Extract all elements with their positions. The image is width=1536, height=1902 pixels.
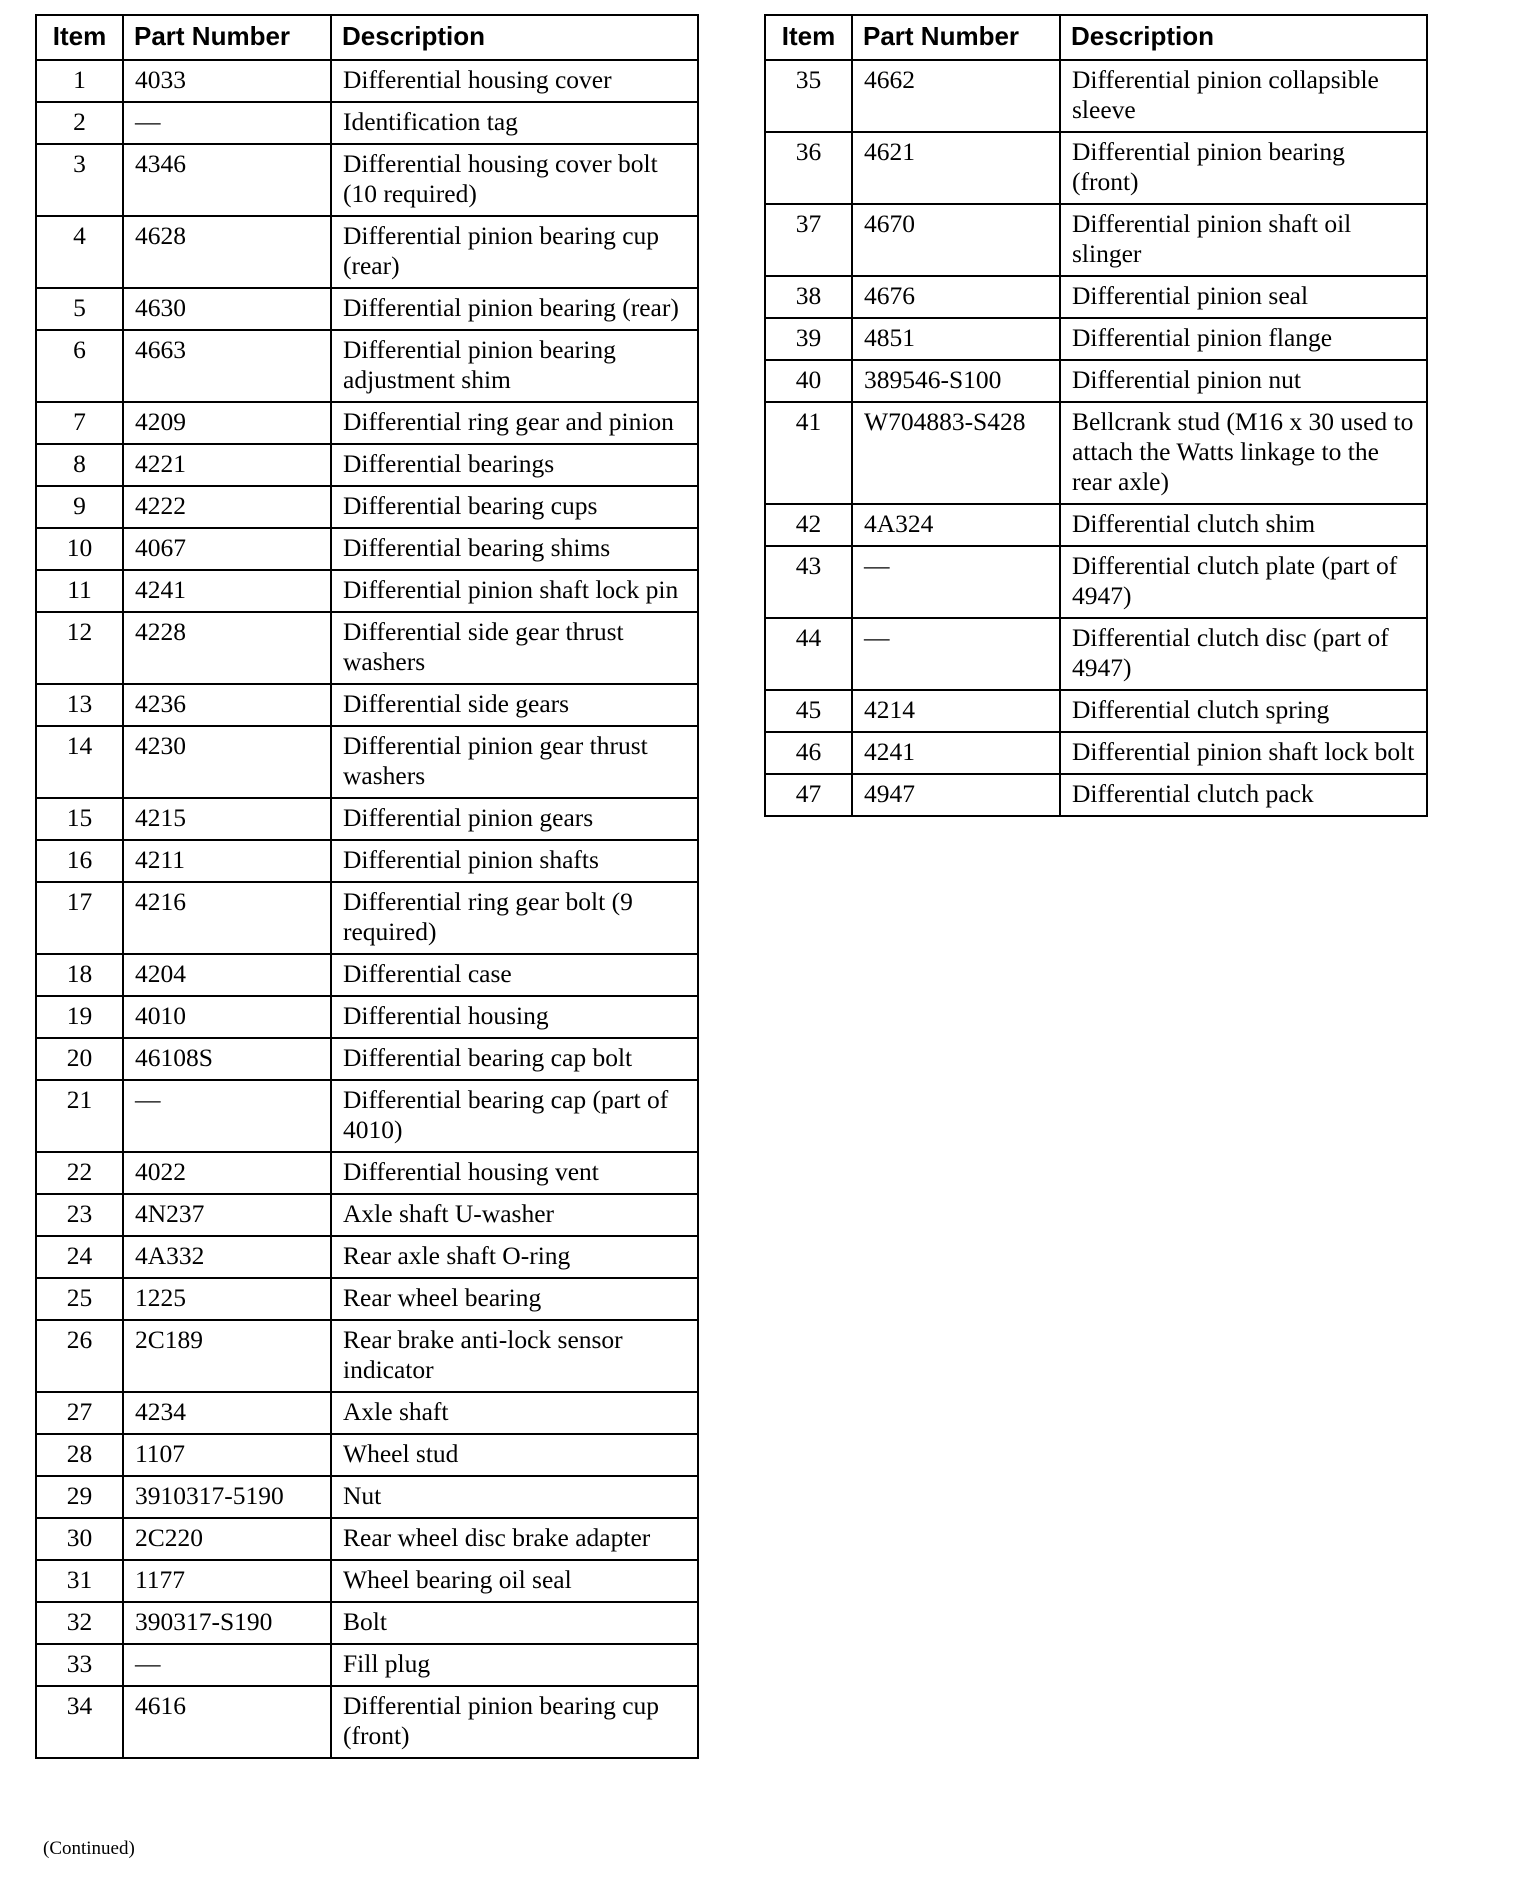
table-row [36, 1686, 698, 1758]
cell-part-number: — [852, 618, 1060, 690]
cell-part-number: 389546-S100 [852, 360, 1060, 402]
cell-item: 13 [36, 684, 123, 726]
cell-part-number: 4010 [123, 996, 331, 1038]
cell-part-number: 1177 [123, 1560, 331, 1602]
cell-description: Differential pinion shafts [331, 840, 698, 882]
table-row [36, 1392, 698, 1434]
cell-description: Differential clutch disc (part of 4947) [1060, 618, 1427, 690]
cell-part-number: 4670 [852, 204, 1060, 276]
cell-description: Differential bearing cups [331, 486, 698, 528]
cell-item: 4 [36, 216, 123, 288]
cell-item: 47 [765, 774, 852, 816]
table-row [36, 1194, 698, 1236]
cell-item: 21 [36, 1080, 123, 1152]
cell-part-number: 4222 [123, 486, 331, 528]
cell-part-number: 4N237 [123, 1194, 331, 1236]
header-part-number: Part Number [123, 15, 331, 60]
cell-description: Differential pinion bearing (rear) [331, 288, 698, 330]
cell-description: Differential housing cover [331, 60, 698, 102]
cell-part-number: 46108S [123, 1038, 331, 1080]
cell-part-number: 2C189 [123, 1320, 331, 1392]
header-description: Description [331, 15, 698, 60]
cell-description: Identification tag [331, 102, 698, 144]
cell-part-number: — [123, 1644, 331, 1686]
cell-item: 25 [36, 1278, 123, 1320]
cell-item: 8 [36, 444, 123, 486]
cell-part-number: 4067 [123, 528, 331, 570]
cell-item: 37 [765, 204, 852, 276]
table-row [36, 216, 698, 288]
table-row [765, 690, 1427, 732]
cell-part-number: 4209 [123, 402, 331, 444]
table-row [36, 798, 698, 840]
cell-description: Differential bearing cap (part of 4010) [331, 1080, 698, 1152]
cell-item: 24 [36, 1236, 123, 1278]
cell-item: 28 [36, 1434, 123, 1476]
cell-part-number: 4676 [852, 276, 1060, 318]
table-row [36, 330, 698, 402]
table-row [765, 318, 1427, 360]
header-item: Item [765, 15, 852, 60]
cell-description: Differential clutch pack [1060, 774, 1427, 816]
table-header-row [765, 15, 1427, 60]
cell-description: Rear wheel disc brake adapter [331, 1518, 698, 1560]
cell-part-number: 4663 [123, 330, 331, 402]
table-row [765, 360, 1427, 402]
table-row [36, 882, 698, 954]
cell-description: Differential pinion gears [331, 798, 698, 840]
parts-table-right [764, 14, 1428, 817]
table-row [36, 444, 698, 486]
table-row [36, 1476, 698, 1518]
cell-description: Differential clutch spring [1060, 690, 1427, 732]
table-row [36, 1038, 698, 1080]
cell-item: 17 [36, 882, 123, 954]
cell-part-number: 4621 [852, 132, 1060, 204]
cell-item: 20 [36, 1038, 123, 1080]
cell-description: Differential pinion gear thrust washers [331, 726, 698, 798]
table-row [36, 1602, 698, 1644]
cell-item: 19 [36, 996, 123, 1038]
cell-part-number: 4033 [123, 60, 331, 102]
table-row [765, 402, 1427, 504]
table-row [765, 732, 1427, 774]
cell-item: 44 [765, 618, 852, 690]
cell-part-number: 4241 [123, 570, 331, 612]
cell-part-number: 4230 [123, 726, 331, 798]
cell-part-number: 4346 [123, 144, 331, 216]
cell-part-number: 4241 [852, 732, 1060, 774]
cell-description: Differential housing vent [331, 1152, 698, 1194]
cell-item: 14 [36, 726, 123, 798]
cell-part-number: — [123, 1080, 331, 1152]
cell-part-number: 4662 [852, 60, 1060, 132]
cell-description: Bolt [331, 1602, 698, 1644]
table-row [765, 204, 1427, 276]
table-row [765, 546, 1427, 618]
table-row [36, 840, 698, 882]
table-row [765, 504, 1427, 546]
cell-description: Differential housing cover bolt (10 required) [331, 144, 698, 216]
cell-description: Differential pinion bearing cup (rear) [331, 216, 698, 288]
table-row [36, 60, 698, 102]
cell-part-number: 4A324 [852, 504, 1060, 546]
cell-item: 38 [765, 276, 852, 318]
cell-part-number: 4204 [123, 954, 331, 996]
cell-item: 7 [36, 402, 123, 444]
cell-description: Differential clutch plate (part of 4947) [1060, 546, 1427, 618]
cell-item: 3 [36, 144, 123, 216]
cell-part-number: 4215 [123, 798, 331, 840]
cell-item: 36 [765, 132, 852, 204]
cell-item: 40 [765, 360, 852, 402]
cell-description: Differential pinion bearing (front) [1060, 132, 1427, 204]
table-row [765, 276, 1427, 318]
cell-item: 41 [765, 402, 852, 504]
cell-item: 26 [36, 1320, 123, 1392]
header-description: Description [1060, 15, 1427, 60]
header-part-number: Part Number [852, 15, 1060, 60]
cell-part-number: 1107 [123, 1434, 331, 1476]
cell-description: Differential pinion shaft lock pin [331, 570, 698, 612]
cell-part-number: 4234 [123, 1392, 331, 1434]
cell-item: 43 [765, 546, 852, 618]
cell-part-number: — [852, 546, 1060, 618]
cell-item: 1 [36, 60, 123, 102]
cell-item: 32 [36, 1602, 123, 1644]
cell-part-number: 4228 [123, 612, 331, 684]
cell-description: Differential pinion flange [1060, 318, 1427, 360]
table-row [765, 774, 1427, 816]
cell-description: Differential pinion collapsible sleeve [1060, 60, 1427, 132]
cell-part-number: 4216 [123, 882, 331, 954]
cell-description: Differential pinion bearing adjustment shim [331, 330, 698, 402]
cell-description: Differential pinion nut [1060, 360, 1427, 402]
cell-part-number: 4214 [852, 690, 1060, 732]
table-row [36, 612, 698, 684]
cell-description: Differential housing [331, 996, 698, 1038]
cell-item: 33 [36, 1644, 123, 1686]
cell-description: Rear wheel bearing [331, 1278, 698, 1320]
cell-part-number: W704883-S428 [852, 402, 1060, 504]
cell-item: 45 [765, 690, 852, 732]
cell-part-number: 4616 [123, 1686, 331, 1758]
cell-part-number: 3910317-5190 [123, 1476, 331, 1518]
cell-description: Differential case [331, 954, 698, 996]
cell-description: Differential pinion bearing cup (front) [331, 1686, 698, 1758]
cell-item: 30 [36, 1518, 123, 1560]
cell-description: Differential ring gear bolt (9 required) [331, 882, 698, 954]
cell-item: 11 [36, 570, 123, 612]
cell-item: 23 [36, 1194, 123, 1236]
table-row [36, 528, 698, 570]
table-row [36, 1278, 698, 1320]
cell-description: Differential bearing shims [331, 528, 698, 570]
cell-description: Differential bearings [331, 444, 698, 486]
cell-part-number: — [123, 102, 331, 144]
cell-item: 39 [765, 318, 852, 360]
cell-item: 27 [36, 1392, 123, 1434]
cell-item: 9 [36, 486, 123, 528]
table-row [765, 618, 1427, 690]
cell-item: 15 [36, 798, 123, 840]
cell-item: 12 [36, 612, 123, 684]
parts-table-left [35, 14, 699, 1759]
cell-item: 10 [36, 528, 123, 570]
cell-description: Differential bearing cap bolt [331, 1038, 698, 1080]
cell-description: Differential pinion shaft lock bolt [1060, 732, 1427, 774]
table-row [36, 102, 698, 144]
table-row [36, 486, 698, 528]
cell-item: 42 [765, 504, 852, 546]
table-row [36, 1644, 698, 1686]
cell-description: Differential clutch shim [1060, 504, 1427, 546]
cell-item: 34 [36, 1686, 123, 1758]
table-header-row [36, 15, 698, 60]
cell-description: Fill plug [331, 1644, 698, 1686]
cell-item: 6 [36, 330, 123, 402]
cell-description: Differential pinion shaft oil slinger [1060, 204, 1427, 276]
cell-item: 31 [36, 1560, 123, 1602]
table-row [765, 60, 1427, 132]
table-row [36, 1434, 698, 1476]
cell-item: 2 [36, 102, 123, 144]
cell-item: 18 [36, 954, 123, 996]
cell-part-number: 4211 [123, 840, 331, 882]
cell-description: Axle shaft [331, 1392, 698, 1434]
cell-description: Differential side gear thrust washers [331, 612, 698, 684]
cell-part-number: 4022 [123, 1152, 331, 1194]
table-row [36, 570, 698, 612]
table-row [36, 726, 698, 798]
cell-description: Differential side gears [331, 684, 698, 726]
cell-item: 46 [765, 732, 852, 774]
cell-part-number: 4628 [123, 216, 331, 288]
cell-part-number: 4947 [852, 774, 1060, 816]
table-row [36, 288, 698, 330]
cell-part-number: 4851 [852, 318, 1060, 360]
cell-description: Differential ring gear and pinion [331, 402, 698, 444]
cell-item: 35 [765, 60, 852, 132]
cell-item: 5 [36, 288, 123, 330]
cell-description: Rear brake anti-lock sensor indicator [331, 1320, 698, 1392]
table-row [36, 954, 698, 996]
table-row [36, 1518, 698, 1560]
continued-note: (Continued) [43, 1838, 135, 1859]
cell-part-number: 4630 [123, 288, 331, 330]
cell-item: 16 [36, 840, 123, 882]
cell-part-number: 390317-S190 [123, 1602, 331, 1644]
table-row [765, 132, 1427, 204]
table-row [36, 996, 698, 1038]
table-row [36, 402, 698, 444]
cell-part-number: 1225 [123, 1278, 331, 1320]
cell-item: 22 [36, 1152, 123, 1194]
cell-part-number: 2C220 [123, 1518, 331, 1560]
cell-description: Axle shaft U-washer [331, 1194, 698, 1236]
table-row [36, 1152, 698, 1194]
cell-description: Wheel bearing oil seal [331, 1560, 698, 1602]
cell-part-number: 4A332 [123, 1236, 331, 1278]
table-row [36, 1560, 698, 1602]
cell-description: Wheel stud [331, 1434, 698, 1476]
cell-description: Nut [331, 1476, 698, 1518]
cell-description: Rear axle shaft O-ring [331, 1236, 698, 1278]
cell-item: 29 [36, 1476, 123, 1518]
table-row [36, 1320, 698, 1392]
table-row [36, 1236, 698, 1278]
cell-part-number: 4236 [123, 684, 331, 726]
table-row [36, 144, 698, 216]
cell-description: Bellcrank stud (M16 x 30 used to attach the Watts linkage to the rear axle) [1060, 402, 1427, 504]
table-row [36, 1080, 698, 1152]
header-item: Item [36, 15, 123, 60]
table-row [36, 684, 698, 726]
cell-part-number: 4221 [123, 444, 331, 486]
cell-description: Differential pinion seal [1060, 276, 1427, 318]
